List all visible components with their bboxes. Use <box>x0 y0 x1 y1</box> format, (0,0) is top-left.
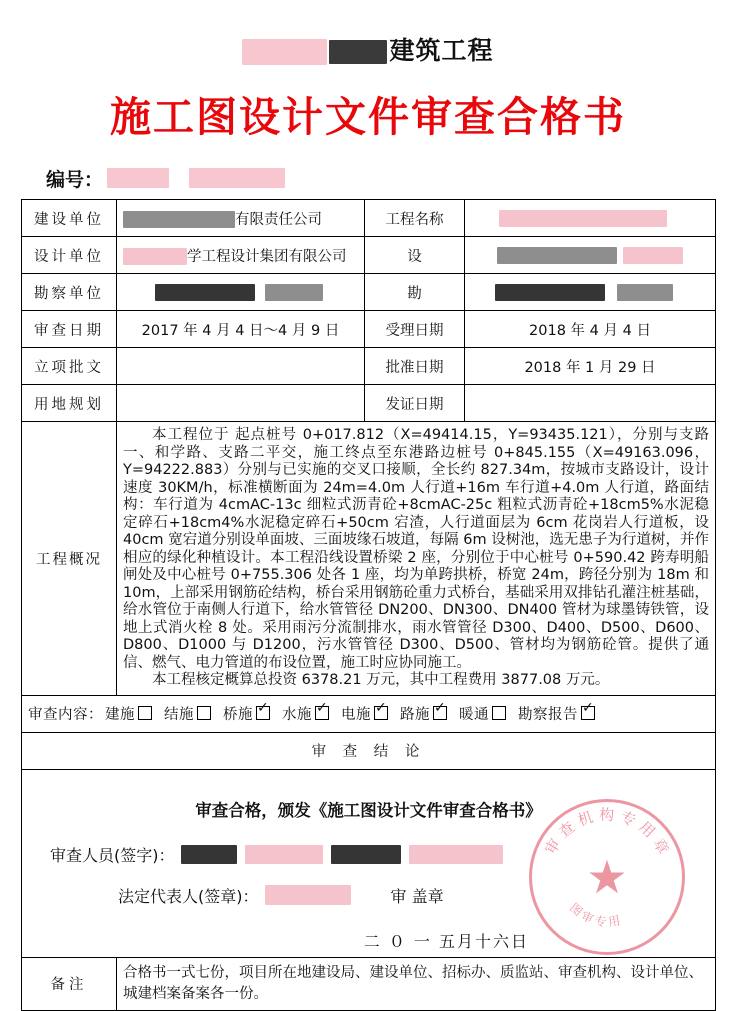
review-item-结施[interactable] <box>164 707 211 723</box>
page-title: 施工图设计文件审查合格书 <box>110 93 626 141</box>
table-row-overview <box>22 422 716 696</box>
redaction-block-legal-1 <box>265 885 351 905</box>
label-accept-date: 受理日期 <box>365 311 465 348</box>
redaction-block-r3c <box>495 284 605 301</box>
review-item-label: 勘察报告 <box>518 707 578 723</box>
table-row-conclusion-body <box>22 769 716 957</box>
label-approval-date: 批准日期 <box>365 348 465 385</box>
label-land-plan: 用地规划 <box>22 385 117 422</box>
review-item-label: 建施 <box>105 707 135 723</box>
value-remark: 合格书一式七份，项目所在地建设局、建设单位、招标办、质监站、审查机构、设计单位、城建档案备案各一份。 <box>117 957 716 1010</box>
review-item-建施[interactable] <box>105 707 152 723</box>
table-row-review-content <box>22 695 716 732</box>
value-issue-date <box>465 385 716 422</box>
table-row-remark <box>22 957 716 1010</box>
review-item-checkbox[interactable] <box>315 700 329 720</box>
redaction-block-r3a <box>155 284 255 301</box>
label-project-approval: 立项批文 <box>22 348 117 385</box>
label-survey-unit: 勘察单位 <box>22 274 117 311</box>
value-approval-date: 2018 年 1 月 29 日 <box>465 348 716 385</box>
conclusion-header: 审 查 结 论 <box>22 732 716 769</box>
value-accept-date: 2018 年 4 月 4 日 <box>465 311 716 348</box>
label-remark: 备注 <box>22 957 117 1010</box>
overview-paragraph-1: 本工程位于 起点桩号 0+017.812（X=49414.15，Y=93435.121），分别与支路一、和学路、支路二平交，施工终点至东港路边桩号 0+845.155（X=49163.096，Y=94222.883）分别与已实施的交叉口接顺，全长约 827.34m，按城市支路设计，设计速度 30KM/h，标准横断面为 24m=4.0m 人行道+16m 车行道+4.0m 人行道，路面结构：车行道为 4cmAC-13c 细粒式沥青砼+8cmAC-25c 粗粒式沥青砼+18cm5%水泥稳定碎石+18cm4%水泥稳定碎石+50cm 宕渣，人行道面层为 6cm 花岗岩人行道板，设 40cm 宽宕道分别设单面坡、三面坡缘石坡道，每隔 6m 设树池，选无患子为行道树，并作相应的绿化种植设计。本工程沿线设置桥梁 2 座，分别位于中心桩号 0+590.42 跨寿明船闸处及中心桩号 0+755.306 处各 1 座，均为单跨拱桥，桥宽 24m，跨径分别为 18m 和 10m，上部采用钢筋砼结构，桥台采用钢筋砼重力式桥台，基础采用双排钻孔灌注桩基础，给水管位于南侧人行道下，给水管管径 DN200、DN300、DN400 管材为球墨铸铁管，设地上式消火栓 8 处。采用雨污分流制排水，雨水管管径 D300、D400、D500、D600、D800、D1000 与 D1200，污水管管径 D300、D500、管材均为钢筋砼管。提供了通信、燃气、电力管道的布设位置，施工时应协同施工。 <box>123 427 709 671</box>
label-review-date: 审查日期 <box>22 311 117 348</box>
document-number-label: 编号： <box>46 168 104 191</box>
review-item-水施[interactable] <box>282 700 329 723</box>
table-row-conclusion-header <box>22 732 716 769</box>
table-row-construction-unit <box>22 200 716 237</box>
header-org-suffix: 建筑工程 <box>389 36 494 65</box>
check-icon: ✓ <box>375 700 388 716</box>
review-item-checkbox[interactable] <box>581 700 595 720</box>
svg-text:图审专用: 图审专用 <box>566 899 625 930</box>
label-project-name: 工程名称 <box>365 200 465 237</box>
reviewer-signature-row <box>50 843 709 866</box>
value-project-approval <box>117 348 365 385</box>
check-icon: ✓ <box>582 700 595 716</box>
redaction-block-r2a <box>123 248 187 265</box>
table-row-land-plan <box>22 385 716 422</box>
value-survey-unit <box>117 274 365 311</box>
review-item-label: 结施 <box>164 707 194 723</box>
value-project-name <box>465 200 716 237</box>
review-item-label: 暖通 <box>459 707 489 723</box>
label-construction-unit: 建设单位 <box>22 200 117 237</box>
review-item-label: 路施 <box>400 707 430 723</box>
check-icon: ✓ <box>257 700 270 716</box>
value-construction-unit <box>117 200 365 237</box>
redaction-block-r2c <box>623 247 683 264</box>
conclusion-main-text: 审查合格，颁发《施工图设计文件审查合格书》 <box>195 800 542 820</box>
redaction-block-number-1 <box>107 168 169 188</box>
review-item-checkbox[interactable] <box>138 706 152 720</box>
review-item-label: 桥施 <box>223 707 253 723</box>
redaction-block-r2b <box>497 247 617 264</box>
value-land-plan <box>117 385 365 422</box>
table-row-project-approval <box>22 348 716 385</box>
design-unit-text: 学工程设计集团有限公司 <box>187 248 347 265</box>
document-page <box>0 34 736 1002</box>
label-survey-cert: 勘 <box>365 274 465 311</box>
review-items-group[interactable] <box>103 700 595 723</box>
stamp-label: 审 盖章 <box>390 886 444 906</box>
label-project-overview: 工程概况 <box>22 422 117 696</box>
redaction-block-sign-2 <box>245 845 323 864</box>
review-item-桥施[interactable] <box>223 700 270 723</box>
review-item-checkbox[interactable] <box>197 706 211 720</box>
legal-representative-row <box>118 884 709 907</box>
redaction-block-org-1 <box>242 39 327 65</box>
overview-paragraph-2: 本工程核定概算总投资 6378.21 万元，其中工程费用 3877.08 万元。 <box>152 672 610 688</box>
review-item-电施[interactable] <box>341 700 388 723</box>
review-content-cell <box>22 695 716 732</box>
label-issue-date: 发证日期 <box>365 385 465 422</box>
construction-unit-text: 有限责任公司 <box>235 211 322 228</box>
redaction-block-r3d <box>617 284 673 301</box>
review-content-label: 审查内容： <box>28 707 103 723</box>
conclusion-body <box>22 769 716 957</box>
review-item-checkbox[interactable] <box>433 700 447 720</box>
review-item-勘察报告[interactable] <box>518 700 595 723</box>
value-design-cert <box>465 237 716 274</box>
check-icon: ✓ <box>316 700 329 716</box>
review-item-label: 电施 <box>341 707 371 723</box>
review-item-checkbox[interactable] <box>256 700 270 720</box>
redaction-block-sign-3 <box>331 845 401 864</box>
table-row-design-unit <box>22 237 716 274</box>
table-row-review-date <box>22 311 716 348</box>
check-icon: ✓ <box>434 700 447 716</box>
label-design-cert: 设 <box>365 237 465 274</box>
label-design-unit: 设计单位 <box>22 237 117 274</box>
value-design-unit <box>117 237 365 274</box>
header-org-line <box>0 34 736 68</box>
value-project-overview <box>117 422 716 696</box>
issue-date-text: 二 ０ 一 五月十六日 <box>363 931 529 951</box>
review-item-路施[interactable] <box>400 700 447 723</box>
review-item-checkbox[interactable] <box>492 706 506 720</box>
legal-representative-label: 法定代表人(签章)： <box>118 886 259 906</box>
value-review-date: 2017 年 4 月 4 日～4 月 9 日 <box>117 311 365 348</box>
review-item-checkbox[interactable] <box>374 700 388 720</box>
main-table <box>21 199 716 1011</box>
redaction-block-sign-1 <box>181 845 237 864</box>
review-item-label: 水施 <box>282 707 312 723</box>
redaction-block-r1b <box>499 210 667 227</box>
seal-star-icon: ★ <box>586 849 628 904</box>
redaction-block-org-2 <box>329 40 387 64</box>
redaction-block-number-2 <box>189 168 285 188</box>
review-item-暖通[interactable] <box>459 707 506 723</box>
redaction-block-sign-4 <box>409 845 503 864</box>
redaction-block-r3b <box>265 284 323 301</box>
table-row-survey-unit <box>22 274 716 311</box>
reviewer-signature-label: 审查人员(签字)： <box>50 845 175 865</box>
document-number-row <box>46 165 736 191</box>
svg-text:审查机构专用章: 审查机构专用章 <box>541 805 675 862</box>
redaction-block-r1a <box>123 211 235 228</box>
value-survey-cert <box>465 274 716 311</box>
